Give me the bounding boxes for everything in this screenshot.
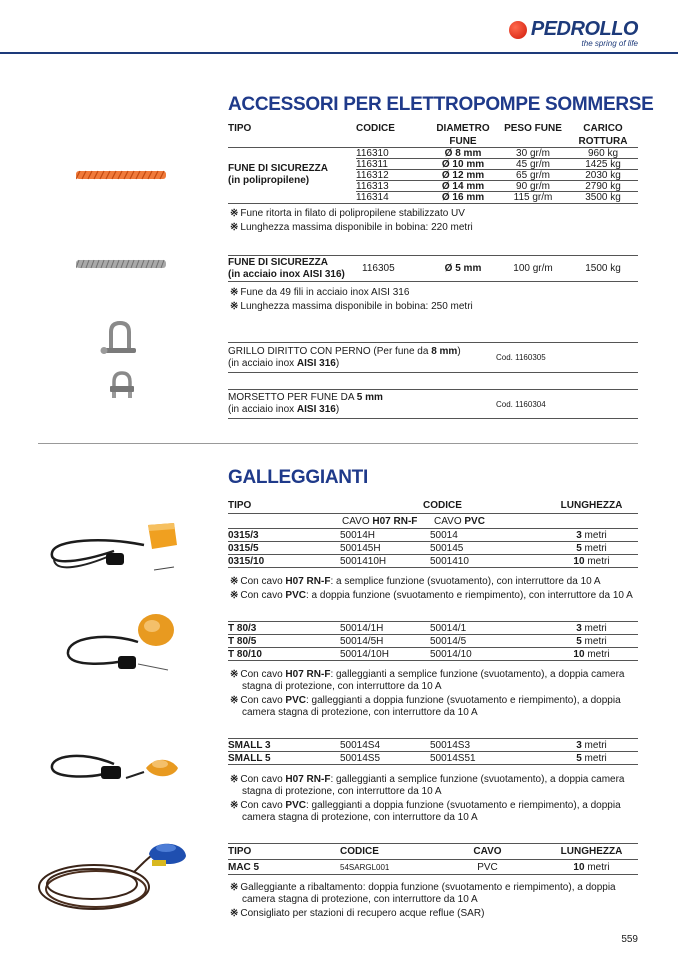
col-codice: CODICE [423, 500, 462, 511]
weight-cell: 90 gr/m [516, 181, 550, 192]
pvc-cell: 50014 [430, 529, 458, 541]
note: ※ Con cavo PVC: galleggianti a doppia funzione (svuotamento e riempimento), a doppia camera stagna di protezione, con interruttore da 10 A [230, 800, 621, 823]
tipo-cell: T 80/5 [228, 635, 257, 647]
section-title-galleggianti: GALLEGGIANTI [228, 467, 368, 488]
code-cell: 116312 [356, 170, 389, 181]
weight-cell: 65 gr/m [516, 170, 550, 181]
rope-group-polypropylene [228, 148, 638, 204]
dia-cell: Ø 16 mm [441, 192, 485, 203]
note: ※ Con cavo H07 RN-F: galleggianti a semplice funzione (svuotamento), a doppia camera stagna di protezione, con interruttore da 10 A [230, 774, 625, 797]
col-diametro: DIAMETRO FUNE [436, 123, 490, 147]
load-cell: 2030 kg [585, 170, 621, 181]
cavo-label: CAVO [342, 515, 370, 527]
dia-cell: Ø 12 mm [441, 170, 485, 181]
morsetto-aisi: AISI 316 [296, 404, 336, 415]
tipo-cell: T 80/3 [228, 622, 257, 634]
code-cell: 116305 [362, 263, 395, 274]
morsetto-row [228, 389, 638, 419]
tagline: the spring of life [581, 39, 638, 48]
h07-cell: 5001410H [340, 555, 387, 567]
len-cell: 10 [573, 861, 585, 873]
h07-cell: 50014S4 [340, 739, 381, 751]
h07-cell: 50014/1H [340, 622, 384, 634]
col-codice: CODICE [340, 846, 379, 857]
grillo-aisi: AISI 316 [296, 357, 336, 369]
pvc-cell: 50014S51 [430, 752, 476, 764]
grillo-material: (in acciaio inox [228, 357, 297, 369]
float-table-small [228, 738, 638, 824]
table-row [228, 648, 638, 661]
h07-cell: 500145H [340, 542, 381, 554]
polypropylene-rope-image [76, 168, 166, 182]
section-divider [38, 443, 638, 444]
h07-cell: 50014/5H [340, 635, 384, 647]
shackle-image [100, 320, 140, 358]
grillo-material-end: ) [335, 357, 340, 369]
weight-cell: 30 gr/m [516, 148, 550, 159]
len-cell: 5 [576, 542, 582, 554]
table-row [228, 255, 638, 282]
len-cell: 10 [573, 648, 585, 660]
section-title-accessori: ACCESSORI PER ELETTROPOMPE SOMMERSE [228, 94, 654, 115]
morsetto-size: 5 mm [356, 392, 383, 403]
col-carico: CARICO ROTTURA [578, 123, 628, 147]
load-cell: 2790 kg [585, 181, 621, 192]
pvc-cell: 5001410 [430, 555, 469, 567]
note: ※ Fune ritorta in filato di polipropilene stabilizzato UV [230, 208, 465, 219]
load-cell: 1425 kg [585, 159, 621, 170]
len-cell: 3 [576, 529, 582, 541]
len-cell: 3 [576, 622, 582, 634]
morsetto-text: MORSETTO PER FUNE DA [228, 392, 357, 403]
code-cell: 116310 [356, 148, 389, 159]
note: ※ Con cavo PVC: a doppia funzione (svuotamento e riempimento), con interruttore da 10 A [230, 590, 633, 601]
note: ※ Lunghezza massima disponibile in bobina: 250 metri [230, 301, 473, 312]
grillo-size: 8 mm [431, 345, 458, 357]
float-switch-image-small [46, 728, 181, 788]
grillo-code: Cod. 1160305 [496, 353, 546, 362]
tipo-cell: 0315/5 [228, 542, 259, 554]
pvc-cell: 50014/1 [430, 622, 467, 634]
table-row [228, 529, 638, 542]
note: ※ Galleggiante a ribaltamento: doppia funzione (svuotamento e riempimento), a doppia camera stagna di protezione, con interruttore da 10 A [230, 882, 616, 905]
table-row [356, 159, 638, 170]
len-cell: 5 [576, 752, 582, 764]
load-cell: 1500 kg [585, 263, 621, 274]
unit-cell: metri [584, 752, 607, 764]
table-header [228, 843, 638, 860]
weight-cell: 100 gr/m [513, 263, 553, 274]
cavo-h07: H07 RN-F [372, 515, 418, 527]
rope-name: FUNE DI SICUREZZA [228, 163, 328, 174]
len-cell: 5 [576, 635, 582, 647]
table-row [228, 635, 638, 648]
table-row [228, 621, 638, 635]
table-header [228, 498, 638, 514]
rope-table-steel [228, 255, 638, 313]
dia-cell: Ø 14 mm [441, 181, 485, 192]
col-codice: CODICE [356, 123, 395, 134]
note: ※ Con cavo PVC: galleggianti a doppia funzione (svuotamento e riempimento), a doppia camera stagna di protezione, con interruttore da 10 A [230, 695, 621, 718]
col-peso: PESO FUNE [504, 123, 562, 134]
grillo-text-end: ) [457, 345, 461, 357]
float-switch-image-mac5 [34, 832, 192, 920]
pvc-cell: 50014S3 [430, 739, 471, 751]
tipo-cell: 0315/10 [228, 555, 265, 567]
col-tipo: TIPO [228, 846, 252, 857]
len-cell: 10 [573, 555, 585, 567]
pedrollo-logo [509, 18, 638, 48]
note: ※ Con cavo H07 RN-F: galleggianti a semplice funzione (svuotamento), a doppia camera stagna di protezione, con interruttore da 10 A [230, 669, 625, 692]
col-tipo: TIPO [228, 123, 252, 134]
rope-sub: (in polipropilene) [228, 175, 310, 186]
cavo-pvc: PVC [464, 515, 485, 527]
grillo-row [228, 342, 638, 373]
float-switch-image-t80 [58, 612, 178, 674]
code-cell: 54SARGL001 [340, 862, 390, 872]
grillo-text: GRILLO DIRITTO CON PERNO (Per fune da [228, 345, 432, 357]
table-row [356, 192, 638, 203]
float-table-0315 [228, 498, 638, 602]
col-lunghezza: LUNGHEZZA [560, 846, 623, 857]
float-table-t80 [228, 621, 638, 719]
unit-cell: metri [584, 542, 607, 554]
float-switch-image-0315 [44, 515, 179, 577]
rope-table-polypropylene [228, 121, 638, 234]
table-subheader [228, 514, 638, 529]
weight-cell: 115 gr/m [513, 192, 553, 203]
note: ※ Fune da 49 fili in acciaio inox AISI 316 [230, 287, 410, 298]
table-row [356, 170, 638, 181]
note: ※ Consigliato per stazioni di recupero acque reflue (SAR) [230, 908, 485, 919]
tipo-cell: SMALL 5 [228, 752, 271, 764]
code-cell: 116314 [356, 192, 389, 203]
morsetto-material-end: ) [335, 404, 340, 415]
dia-cell: Ø 10 mm [441, 159, 485, 170]
dia-cell: Ø 5 mm [444, 263, 482, 274]
page-number: 559 [621, 934, 638, 945]
tipo-cell: T 80/10 [228, 648, 262, 660]
load-cell: 960 kg [587, 148, 619, 159]
col-lunghezza: LUNGHEZZA [560, 500, 623, 511]
table-row [228, 555, 638, 568]
weight-cell: 45 gr/m [516, 159, 550, 170]
table-row [228, 752, 638, 765]
unit-cell: metri [584, 739, 607, 751]
unit-cell: metri [587, 861, 610, 873]
table-row [228, 860, 638, 875]
rope-sub: (in acciaio inox AISI 316) [228, 268, 345, 280]
h07-cell: 50014H [340, 529, 376, 541]
logo-ball-icon [509, 21, 527, 39]
pvc-cell: 50014/5 [430, 635, 467, 647]
cavo-label: CAVO [434, 515, 462, 527]
load-cell: 3500 kg [585, 192, 621, 203]
brand-name: PEDROLLO [530, 18, 638, 40]
rope-clamp-image [108, 370, 136, 400]
rope-name: FUNE DI SICUREZZA [228, 256, 328, 268]
steel-rope-image [76, 258, 166, 270]
dia-cell: Ø 8 mm [444, 148, 482, 159]
table-row [228, 542, 638, 555]
morsetto-code: Cod. 1160304 [496, 399, 546, 409]
col-tipo: TIPO [228, 500, 252, 511]
table-row [228, 738, 638, 752]
pvc-cell: 50014/10 [430, 648, 472, 660]
code-cell: 116313 [356, 181, 389, 192]
table-row [356, 148, 638, 159]
tipo-cell: MAC 5 [228, 861, 260, 873]
float-table-mac5 [228, 843, 638, 920]
header-rule [0, 52, 678, 54]
unit-cell: metri [587, 648, 610, 660]
table-header [228, 121, 638, 148]
tipo-cell: 0315/3 [228, 529, 259, 541]
pvc-cell: 500145 [430, 542, 464, 554]
cavo-cell: PVC [477, 861, 498, 873]
unit-cell: metri [584, 529, 607, 541]
col-cavo: CAVO [473, 846, 502, 857]
note: ※ Lunghezza massima disponibile in bobina: 220 metri [230, 222, 473, 233]
h07-cell: 50014/10H [340, 648, 389, 660]
note: ※ Con cavo H07 RN-F: a semplice funzione (svuotamento), con interruttore da 10 A [230, 576, 601, 587]
code-cell: 116311 [356, 159, 388, 170]
table-row [356, 181, 638, 192]
h07-cell: 50014S5 [340, 752, 381, 764]
len-cell: 3 [576, 739, 582, 751]
unit-cell: metri [584, 635, 607, 647]
morsetto-material: (in acciaio inox [228, 404, 297, 415]
unit-cell: metri [584, 622, 607, 634]
unit-cell: metri [587, 555, 610, 567]
tipo-cell: SMALL 3 [228, 739, 271, 751]
